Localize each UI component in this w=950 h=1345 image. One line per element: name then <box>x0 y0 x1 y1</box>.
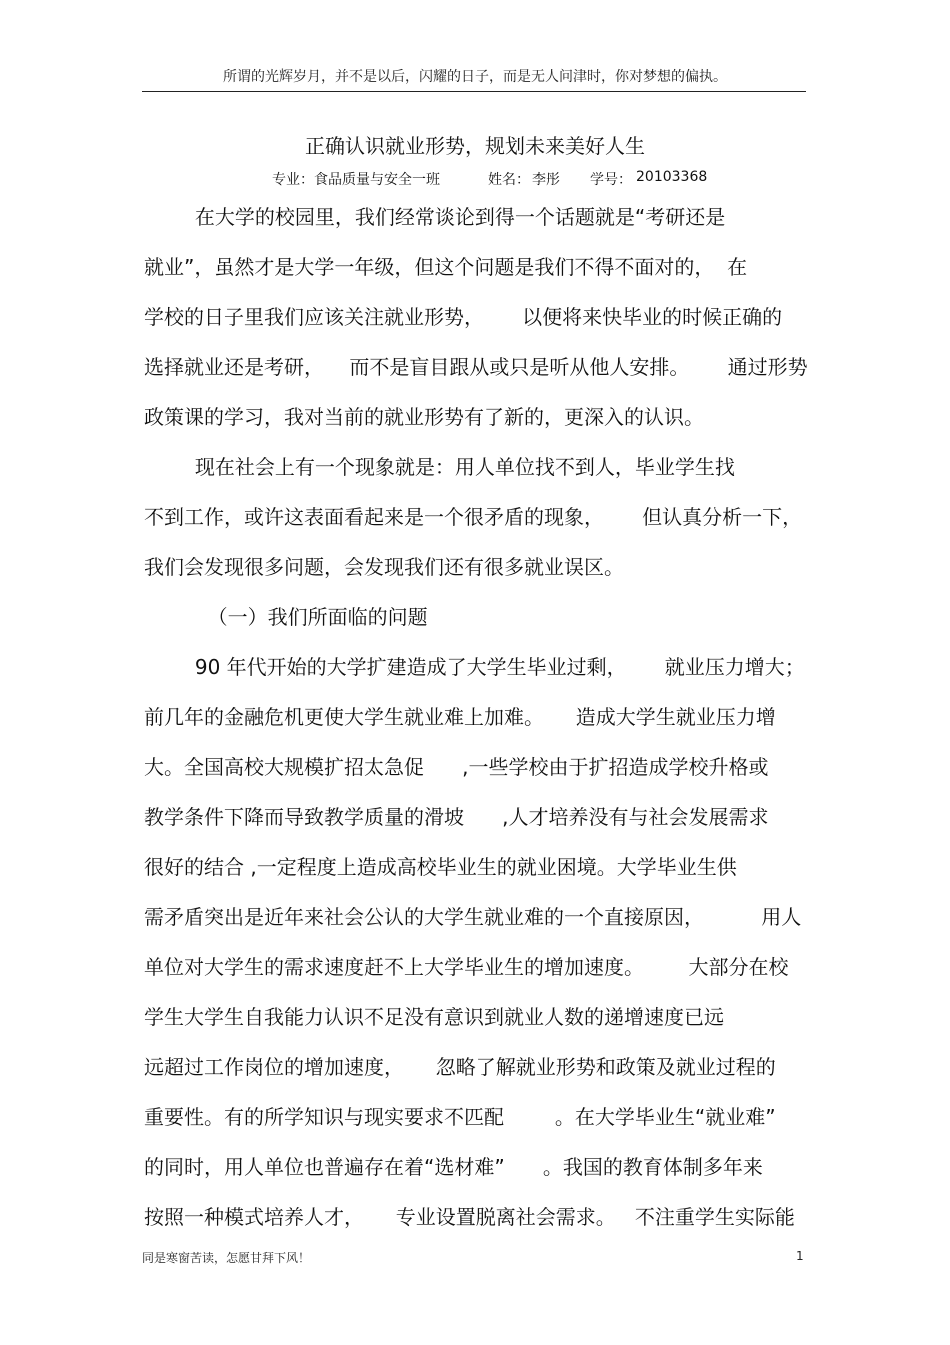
header-divider <box>142 91 806 92</box>
body-line: 现在社会上有一个现象就是：用人单位找不到人，毕业学生找 <box>144 455 735 479</box>
body-line: 学生大学生自我能力认识不足没有意识到就业人数的递增速度已远 <box>144 1005 724 1029</box>
body-line: 政策课的学习，我对当前的就业形势有了新的，更深入的认识。 <box>144 405 704 429</box>
header-quote: 所谓的光辉岁月，并不是以后，闪耀的日子，而是无人问津时，你对梦想的偏执。 <box>223 69 727 85</box>
body-line: 的同时，用人单位也普遍存在着“选材难” 。我国的教育体制多年来 <box>144 1155 763 1179</box>
body-line: 前几年的金融危机更使大学生就业难上加难。 造成大学生就业压力增 <box>144 705 776 729</box>
major-label: 专业： <box>272 172 314 188</box>
body-line: 教学条件下降而导致教学质量的滑坡 ,人才培养没有与社会发展需求 <box>144 805 769 829</box>
footer-motto: 同是寒窗苦读，怎愿甘拜下风！ <box>142 1251 311 1265</box>
body-line: 学校的日子里我们应该关注就业形势， 以便将来快毕业的时候正确的 <box>144 305 783 329</box>
section-heading: （一）我们所面临的问题 <box>144 605 428 629</box>
body-line: 需矛盾突出是近年来社会公认的大学生就业难的一个直接原因， 用人 <box>144 905 802 929</box>
body-line: 大。全国高校大规模扩招太急促 ,一些学校由于扩招造成学校升格或 <box>144 755 769 779</box>
body-line: 按照一种模式培养人才， 专业设置脱离社会需求。 不注重学生实际能 <box>144 1205 795 1229</box>
body-line: 单位对大学生的需求速度赶不上大学毕业生的增加速度。 大部分在校 <box>144 955 789 979</box>
body-line: 就业”，虽然才是大学一年级，但这个问题是我们不得不面对的， 在 <box>144 255 748 279</box>
id-value: 20103368 <box>636 169 708 185</box>
body-line: 不到工作，或许这表面看起来是一个很矛盾的现象， 但认真分析一下， <box>144 505 803 529</box>
body-line: 我们会发现很多问题，会发现我们还有很多就业误区。 <box>144 555 624 579</box>
body-line: 在大学的校园里，我们经常谈论到得一个话题就是“考研还是 <box>144 205 726 229</box>
name-label: 姓名： <box>488 172 530 188</box>
body-line: 重要性。有的所学知识与现实要求不匹配 。在大学毕业生“就业难” <box>144 1105 776 1129</box>
page-number: 1 <box>796 1249 804 1263</box>
major-value: 食品质量与安全一班 <box>314 172 440 188</box>
body-line: 90 年代开始的大学扩建造成了大学生毕业过剩， 就业压力增大； <box>144 655 805 679</box>
page-title: 正确认识就业形势，规划未来美好人生 <box>305 134 645 158</box>
name-value: 李彤 <box>532 172 560 188</box>
id-label: 学号： <box>590 172 632 188</box>
body-line: 选择就业还是考研， 而不是盲目跟从或只是听从他人安排。 通过形势 <box>144 355 808 379</box>
body-line: 远超过工作岗位的增加速度， 忽略了解就业形势和政策及就业过程的 <box>144 1055 776 1079</box>
body-line: 很好的结合 ,一定程度上造成高校毕业生的就业困境。大学毕业生供 <box>144 855 737 879</box>
